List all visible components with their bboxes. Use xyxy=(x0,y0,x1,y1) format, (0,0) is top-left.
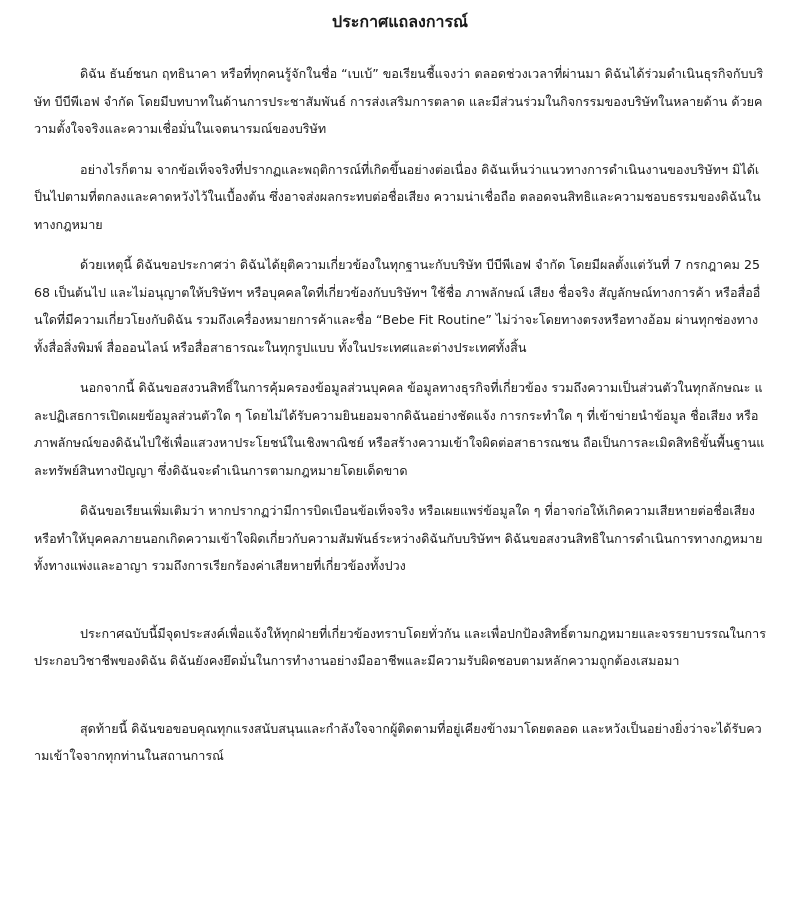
paragraph-purpose: ประกาศฉบับนี้มีจุดประสงค์เพื่อแจ้งให้ทุกฝ่ายที่เกี่ยวข้องทราบโดยทั่วกัน และเพื่อปกป้องสิทธิ์ตามกฎหมายและจรรยาบรรณในการประกอบวิชาชีพของดิฉัน ดิฉันยังคงยึดมั่นในการทำงานอย่างมืออาชีพและมีความรับผิดชอบตามหลักความถูกต้องเสมอมา xyxy=(34,625,766,668)
paragraph-spacer xyxy=(34,238,766,251)
paragraph-privacy: นอกจากนี้ ดิฉันขอสงวนสิทธิ์ในการคุ้มครองข้อมูลส่วนบุคคล ข้อมูลทางธุรกิจที่เกี่ยวข้อง รวมถึงความเป็นส่วนตัวในทุกลักษณะ และปฏิเสธการเปิดเผยข้อมูลส่วนตัวใด ๆ โดยไม่ได้รับความยินยอมจากดิฉันอย่างชัดแจ้ง การกระทำใด ๆ ที่เข้าข่ายนำข้อมูล ชื่อเสียง หรือภาพลักษณ์ของดิฉันไปใช้เพื่อแสวงหาประโยชน์ในเชิงพาณิชย์ หรือสร้างความเข้าใจผิดต่อสาธารณชน ถือเป็นการละเมิดสิทธิขั้นพื้นฐานและทรัพย์สินทางปัญญา ซึ่งดิฉันจะดำเนินการตามกฎหมายโดยเด็ดขาด xyxy=(34,380,765,478)
paragraph-spacer xyxy=(34,675,766,715)
paragraph-circumstances: อย่างไรก็ตาม จากข้อเท็จจริงที่ปรากฏและพฤติการณ์ที่เกิดขึ้นอย่างต่อเนื่อง ดิฉันเห็นว่าแนวทางการดำเนินงานของบริษัทฯ มิได้เป็นไปตามที่ตกลงและคาดหวังไว้ในเบื้องต้น ซึ่งอาจส่งผลกระทบต่อชื่อเสียง ความน่าเชื่อถือ ตลอดจนสิทธิและความชอบธรรมของดิฉันในทางกฎหมาย xyxy=(34,161,761,232)
page-title: ประกาศแถลงการณ์ xyxy=(332,12,468,31)
paragraph-intro: ดิฉัน ธันย์ชนก ฤทธินาคา หรือที่ทุกคนรู้จักในชื่อ “เบเบ้” ขอเรียนชี้แจงว่า ตลอดช่วงเวลาที่ผ่านมา ดิฉันได้ร่วมดำเนินธุรกิจกับบริษัท บีบีพีเอฟ จำกัด โดยมีบทบาทในด้านการประชาสัมพันธ์ การส่งเสริมการตลาด และมีส่วนร่วมในกิจกรรมของบริษัทในหลายด้าน ด้วยความตั้งใจจริงและความเชื่อมั่นในเจตนารมณ์ของบริษัท xyxy=(34,66,764,136)
paragraph-spacer xyxy=(34,484,766,497)
paragraph-closing: สุดท้ายนี้ ดิฉันขอขอบคุณทุกแรงสนับสนุนและกำลังใจจากผู้ติดตามที่อยู่เคียงข้างมาโดยตลอด และหวังเป็นอย่างยิ่งว่าจะได้รับความเข้าใจจากทุกท่านในสถานการณ์ xyxy=(34,720,762,763)
paragraph-spacer xyxy=(34,580,766,620)
paragraph-termination: ด้วยเหตุนี้ ดิฉันขอประกาศว่า ดิฉันได้ยุติความเกี่ยวข้องในทุกฐานะกับบริษัท บีบีพีเอฟ จำกัด โดยมีผลตั้งแต่วันที่ 7 กรกฎาคม 2568 เป็นต้นไป และไม่อนุญาตให้บริษัทฯ หรือบุคคลใดที่เกี่ยวข้องกับบริษัทฯ ใช้ชื่อ ภาพลักษณ์ เสียง ชื่อจริง สัญลักษณ์ทางการค้า หรือสื่ออื่นใดที่มีความเกี่ยวโยงกับดิฉัน รวมถึงเครื่องหมายการค้าและชื่อ “Bebe Fit Routine” ไม่ว่าจะโดยทางตรงหรือทางอ้อม ผ่านทุกช่องทาง ทั้งสื่อสิ่งพิมพ์ สื่อออนไลน์ หรือสื่อสาธารณะในทุกรูปแบบ ทั้งในประเทศและต่างประเทศทั้งสิ้น xyxy=(34,257,761,355)
paragraph-spacer xyxy=(34,143,766,156)
paragraph-spacer xyxy=(34,361,766,374)
paragraph-legal-action: ดิฉันขอเรียนเพิ่มเติมว่า หากปรากฏว่ามีการบิดเบือนข้อเท็จจริง หรือเผยแพร่ข้อมูลใด ๆ ที่อาจก่อให้เกิดความเสียหายต่อชื่อเสียง หรือทำให้บุคคลภายนอกเกิดความเข้าใจผิดเกี่ยวกับความสัมพันธ์ระหว่างดิฉันกับบริษัทฯ ดิฉันขอสงวนสิทธิในการดำเนินการทางกฎหมายทั้งทางแพ่งและอาญา รวมถึงการเรียกร้องค่าเสียหายที่เกี่ยวข้องทั้งปวง xyxy=(34,503,763,573)
